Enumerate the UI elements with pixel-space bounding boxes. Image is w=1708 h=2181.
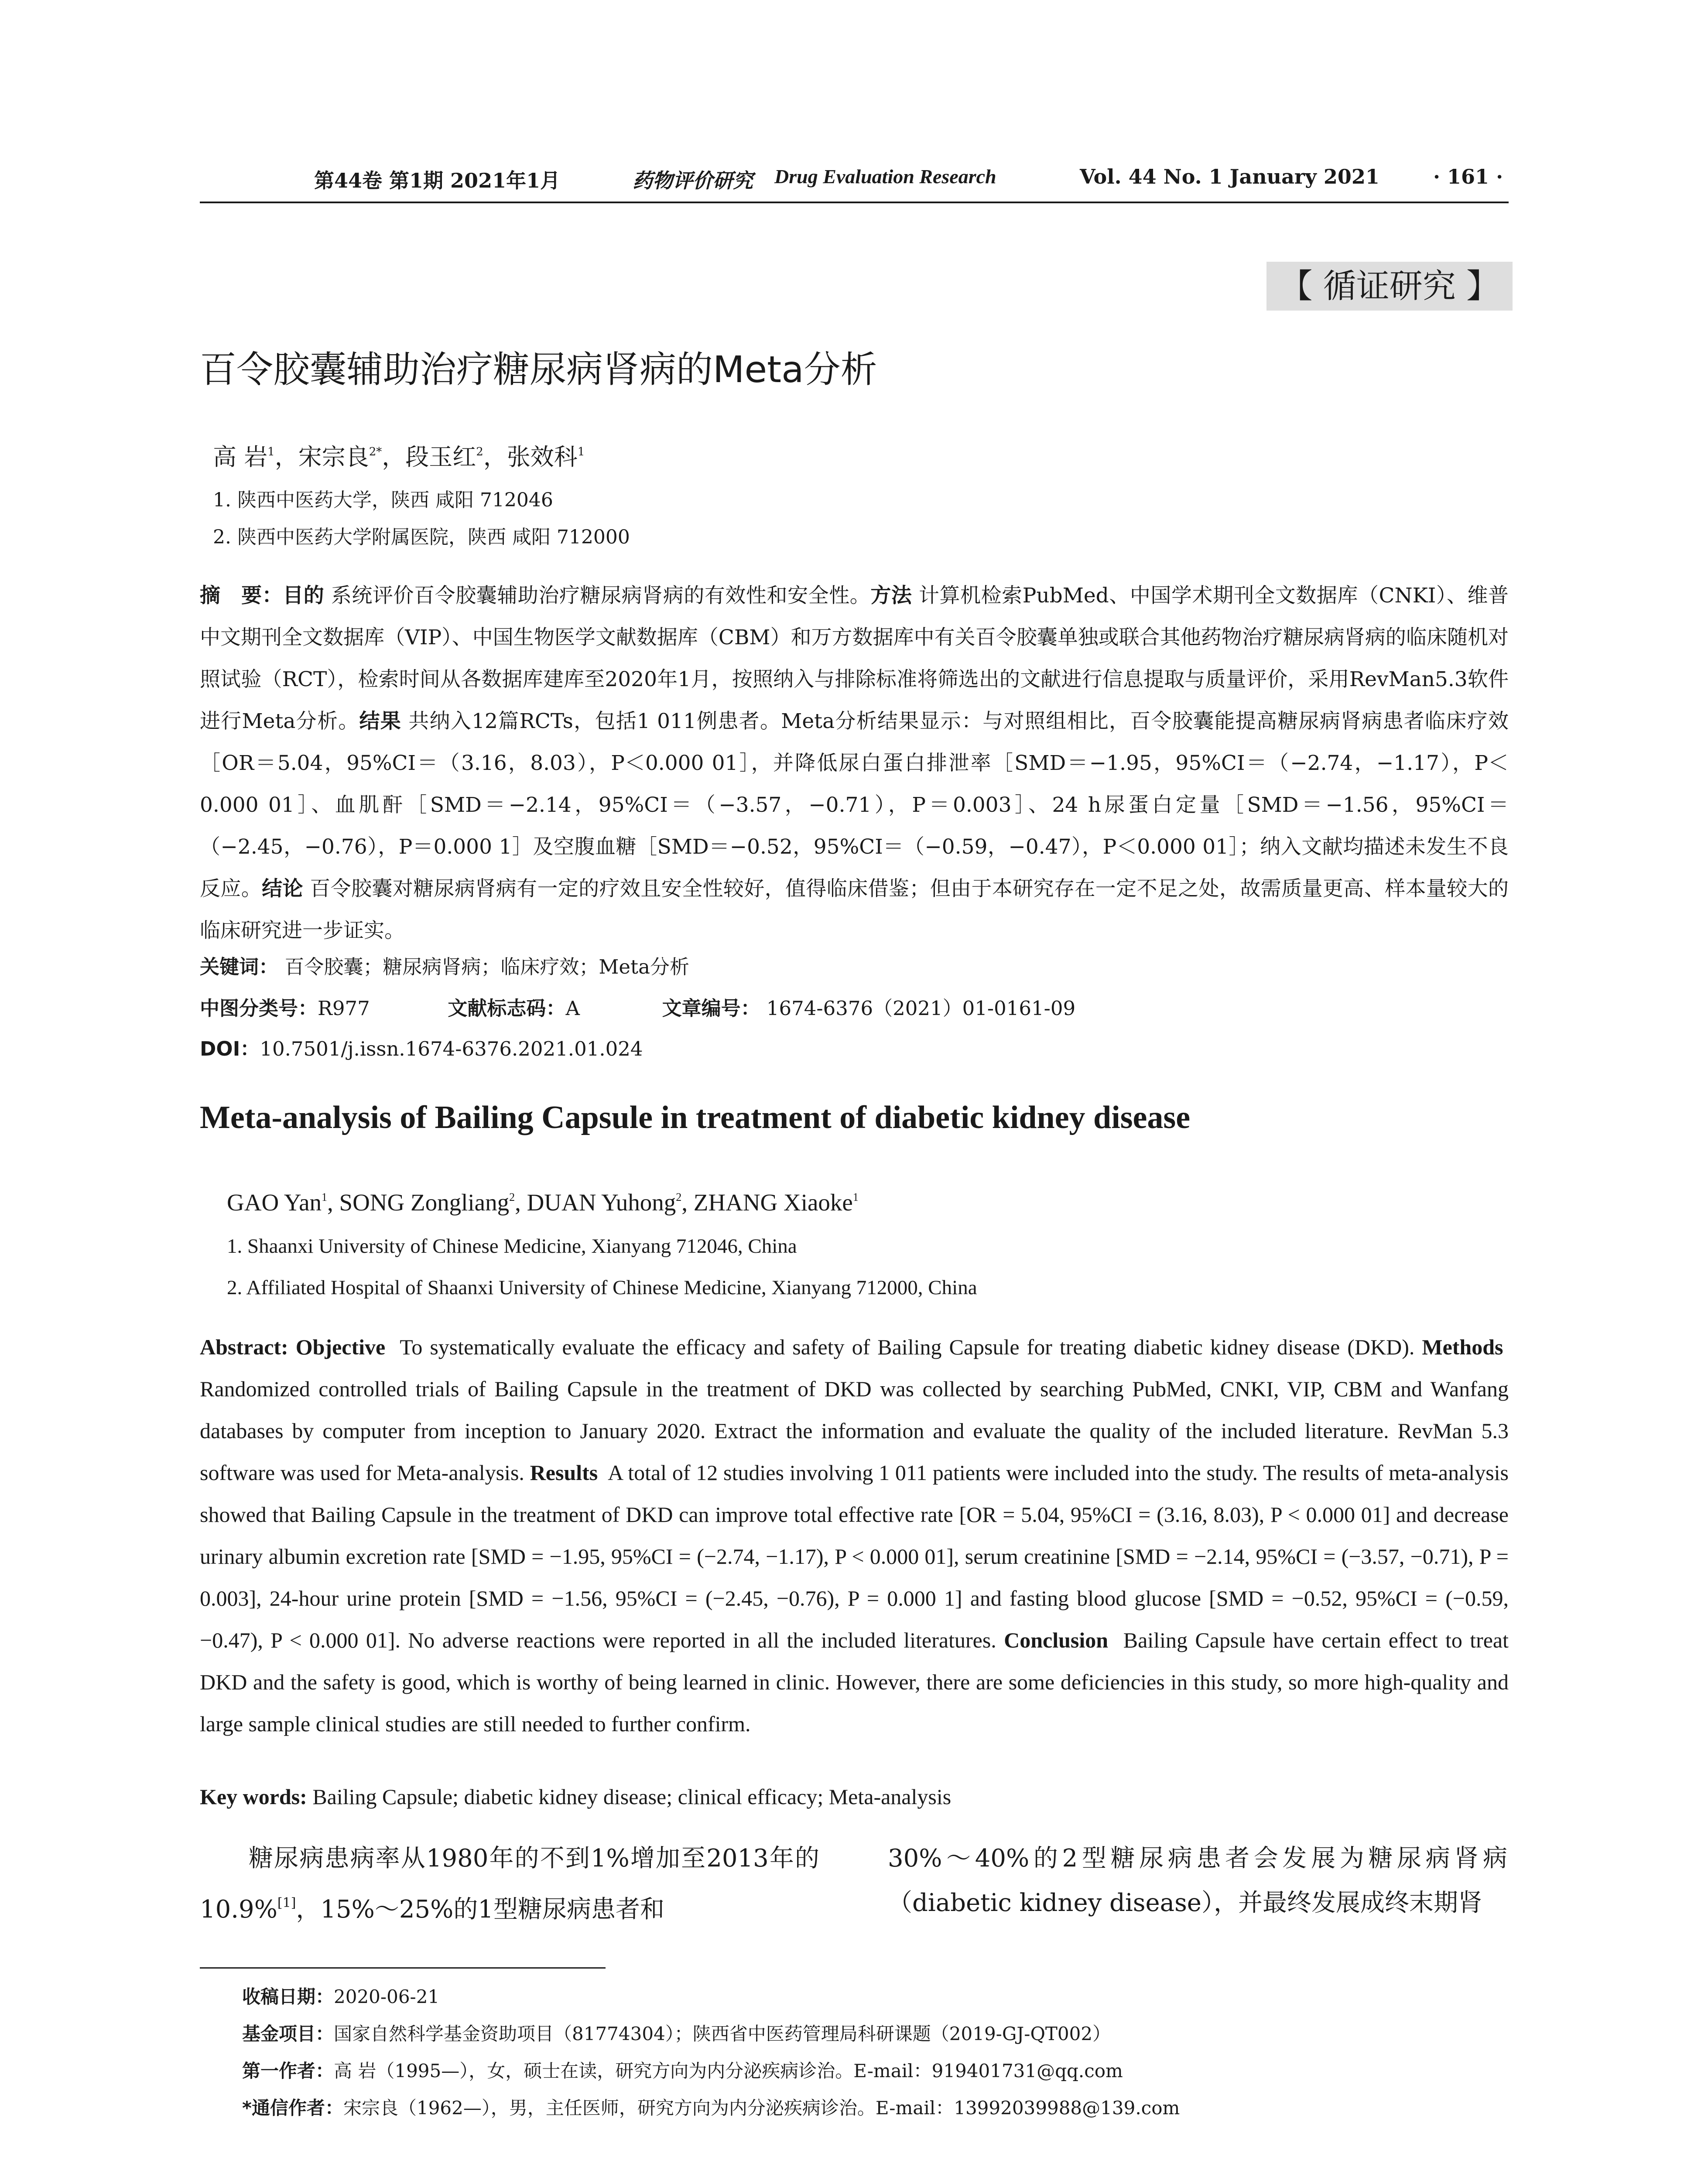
- objective-label: 目的: [283, 584, 325, 608]
- page-number: · 161 ·: [1433, 165, 1503, 188]
- body-text: ，15%～25%的1型糖尿病患者和: [296, 1895, 664, 1924]
- header-journal-en: Drug Evaluation Research: [774, 165, 996, 188]
- body-column-right: [888, 1836, 1507, 1925]
- article-no-value: 1674-6376（2021）01-0161-09: [766, 997, 1076, 1020]
- author-name: 段玉红: [405, 443, 476, 471]
- footnote-received: 收稿日期：2020-06-21: [242, 1986, 440, 2007]
- clc-label: 中图分类号：: [200, 997, 318, 1020]
- author-name: 高 岩: [213, 443, 268, 471]
- footnote-rule: [200, 1967, 606, 1969]
- author-sup: 2*: [369, 445, 382, 458]
- author-sup: 2: [476, 445, 483, 458]
- keywords-en-text: Bailing Capsule; diabetic kidney disease; clinical efficacy; Meta-analysis: [312, 1784, 952, 1809]
- abstract-en-label: Abstract:: [200, 1335, 288, 1359]
- footnote-first-author: 第一作者：高 岩（1995—），女，硕士在读，研究方向为内分泌疾病诊治。E-mail：919401731@qq.com: [242, 2060, 1123, 2082]
- author-name: GAO Yan: [227, 1189, 322, 1216]
- author-name: DUAN Yuhong: [527, 1189, 676, 1216]
- body-column-left: [200, 1836, 819, 1932]
- author-sup: 1: [322, 1191, 327, 1203]
- results-en-label: Results: [530, 1460, 598, 1485]
- conclusion-label: 结论: [262, 877, 303, 901]
- affiliation-cn-1: 1. 陕西中医药大学，陕西 咸阳 712046: [213, 489, 553, 511]
- conclusion-en-label: Conclusion: [1004, 1628, 1109, 1652]
- doc-code-value: A: [565, 997, 580, 1020]
- objective-text: 系统评价百令胶囊辅助治疗糖尿病肾病的有效性和安全性。: [331, 584, 871, 608]
- results-label: 结果: [359, 709, 402, 733]
- body-text: 30%～40%的2型糖尿病患者会发展为糖尿病肾病（diabetic kidney disease），并最终发展成终末期肾: [888, 1844, 1507, 1917]
- methods-label: 方法: [870, 584, 912, 608]
- keywords-text: 百令胶囊；糖尿病肾病；临床疗效；Meta分析: [284, 955, 689, 978]
- author-name: SONG Zongliang: [339, 1189, 510, 1216]
- abstract-cn: [200, 575, 1509, 952]
- doi-label: DOI：: [200, 1037, 260, 1060]
- title-cn: 百令胶囊辅助治疗糖尿病肾病的Meta分析: [200, 348, 877, 391]
- affiliation-cn-2: 2. 陕西中医药大学附属医院，陕西 咸阳 712000: [213, 526, 630, 548]
- conclusion-text: 百令胶囊对糖尿病肾病有一定的疗效且安全性较好，值得临床借鉴；但由于本研究存在一定不足之处，故需质量更高、样本量较大的临床研究进一步证实。: [200, 877, 1509, 943]
- methods-text: 计算机检索PubMed、中国学术期刊全文数据库（CNKI）、维普中文期刊全文数据库（VIP）、中国生物医学文献数据库（CBM）和万方数据库中有关百令胶囊单独或联合其他药物治疗糖尿病肾病的临床随机对照试验（RCT），检索时间从各数据库建库至2020年1月，按照纳入与排除标准将筛选出的文献进行信息提取与质量评价，采用RevMan5.3软件进行Meta分析。: [200, 584, 1509, 733]
- section-tag: 【 循证研究 】: [1266, 262, 1513, 311]
- author-name: 宋宗良: [298, 443, 369, 471]
- author-sup: 2: [676, 1191, 682, 1203]
- author-sup: 1: [267, 445, 275, 458]
- author-sup: 1: [577, 445, 585, 458]
- keywords-label: 关键词：: [200, 955, 279, 978]
- keywords-en-label: Key words:: [200, 1784, 307, 1809]
- objective-en-text: To systematically evaluate the efficacy and safety of Bailing Capsule for treating diabetic kidney disease (DKD).: [400, 1335, 1415, 1359]
- body-text: 糖尿病患病率从1980年的不到1%增加至2013年的10.9%: [200, 1844, 819, 1924]
- methods-en-label: Methods: [1422, 1335, 1503, 1359]
- authors-cn: 高 岩$^1$，宋宗良$^{2*}$，段玉红$^2$，张效科$^1$: [213, 443, 585, 471]
- footnote-corresponding: *通信作者：宋宗良（1962—），男，主任医师，研究方向为内分泌疾病诊治。E-mail：13992039988@139.com: [242, 2097, 1180, 2119]
- clc-value: R977: [318, 997, 370, 1020]
- header-issue-cn: 第44卷 第1期 2021年1月: [314, 169, 561, 192]
- conclusion-en-text: Bailing Capsule have certain effect to treat DKD and the safety is good, which is worthy of being learned in clinic. However, there are some deficiencies in this study, so more high-quality and large sample clinical studies are still needed to further confirm.: [200, 1628, 1509, 1736]
- affiliation-en-1: 1. Shaanxi University of Chinese Medicine, Xianyang 712046, China: [227, 1235, 797, 1258]
- author-sup: 1: [852, 1191, 859, 1203]
- objective-en-label: Objective: [295, 1335, 386, 1359]
- affiliation-en-2: 2. Affiliated Hospital of Shaanxi University of Chinese Medicine, Xianyang 712000, China: [227, 1276, 977, 1299]
- author-sup: 2: [509, 1191, 515, 1203]
- author-name: 张效科: [507, 443, 578, 471]
- header-issue-en: Vol. 44 No. 1 January 2021: [1080, 165, 1379, 188]
- results-en-text: A total of 12 studies involving 1 011 patients were included into the study. The results of meta-analysis showed that Bailing Capsule in the treatment of DKD can improve total effective rate [OR = 5.04, 95%CI = (3.16, 8.03), P < 0.000 01] and decrease urinary albumin excretion rate [SMD = −1.95, 95%CI = (−2.74, −1.17), P < 0.000 01], serum creatinine [SMD = −2.14, 95%CI = (−3.57, −0.71), P = 0.003], 24-hour urine protein [SMD = −1.56, 95%CI = (−2.45, −0.76), P = 0.000 1] and fasting blood glucose [SMD = −0.52, 95%CI = (−0.59, −0.47), P < 0.000 01]. No adverse reactions were reported in all the included literatures.: [200, 1460, 1509, 1652]
- header-rule: [200, 202, 1509, 203]
- doc-code-label: 文献标志码：: [448, 997, 566, 1020]
- keywords-cn: [200, 951, 689, 979]
- article-no-label: 文章编号：: [662, 997, 760, 1020]
- classification-line: [200, 992, 1075, 1021]
- footnote-fund: 基金项目：国家自然科学基金资助项目（81774304）；陕西省中医药管理局科研课题（2019-GJ-QT002）: [242, 2023, 1111, 2044]
- abstract-label: 摘 要：: [200, 584, 283, 608]
- doi-value: 10.7501/j.issn.1674-6376.2021.01.024: [260, 1037, 643, 1060]
- methods-en-text: Randomized controlled trials of Bailing Capsule in the treatment of DKD was collected by searching PubMed, CNKI, VIP, CBM and Wanfang databases by computer from inception to January 2020. Extract the information and evaluate the quality of the included literature. RevMan 5.3 software was used for Meta-analysis.: [200, 1377, 1509, 1485]
- keywords-en: [200, 1784, 951, 1809]
- title-en: Meta-analysis of Bailing Capsule in treatment of diabetic kidney disease: [200, 1100, 1191, 1135]
- author-name: ZHANG Xiaoke: [693, 1189, 853, 1216]
- authors-en: GAO Yan$^1$, SONG Zongliang$^2$, DUAN Yuhong$^2$, ZHANG Xiaoke$^1$: [227, 1189, 859, 1216]
- abstract-en: [200, 1326, 1509, 1745]
- citation-ref: [1]: [277, 1895, 296, 1911]
- results-text: 共纳入12篇RCTs，包括1 011例患者。Meta分析结果显示：与对照组相比，百令胶囊能提高糖尿病肾病患者临床疗效［OR＝5.04，95%CI＝（3.16，8.03），P＜0.000 01］，并降低尿白蛋白排泄率［SMD＝−1.95，95%CI＝（−2.74，−1.17），P＜0.000 01］、血肌酐［SMD＝−2.14，95%CI＝（−3.57，−0.71），P＝0.003］、24 h尿蛋白定量［SMD＝−1.56，95%CI＝（−2.45，−0.76），P＝0.000 1］及空腹血糖［SMD＝−0.52，95%CI＝（−0.59，−0.47），P＜0.000 01］；纳入文献均描述未发生不良反应。: [200, 709, 1509, 901]
- doi-line: [200, 1033, 643, 1061]
- journal-logo-cn: 药物评价研究: [633, 169, 753, 192]
